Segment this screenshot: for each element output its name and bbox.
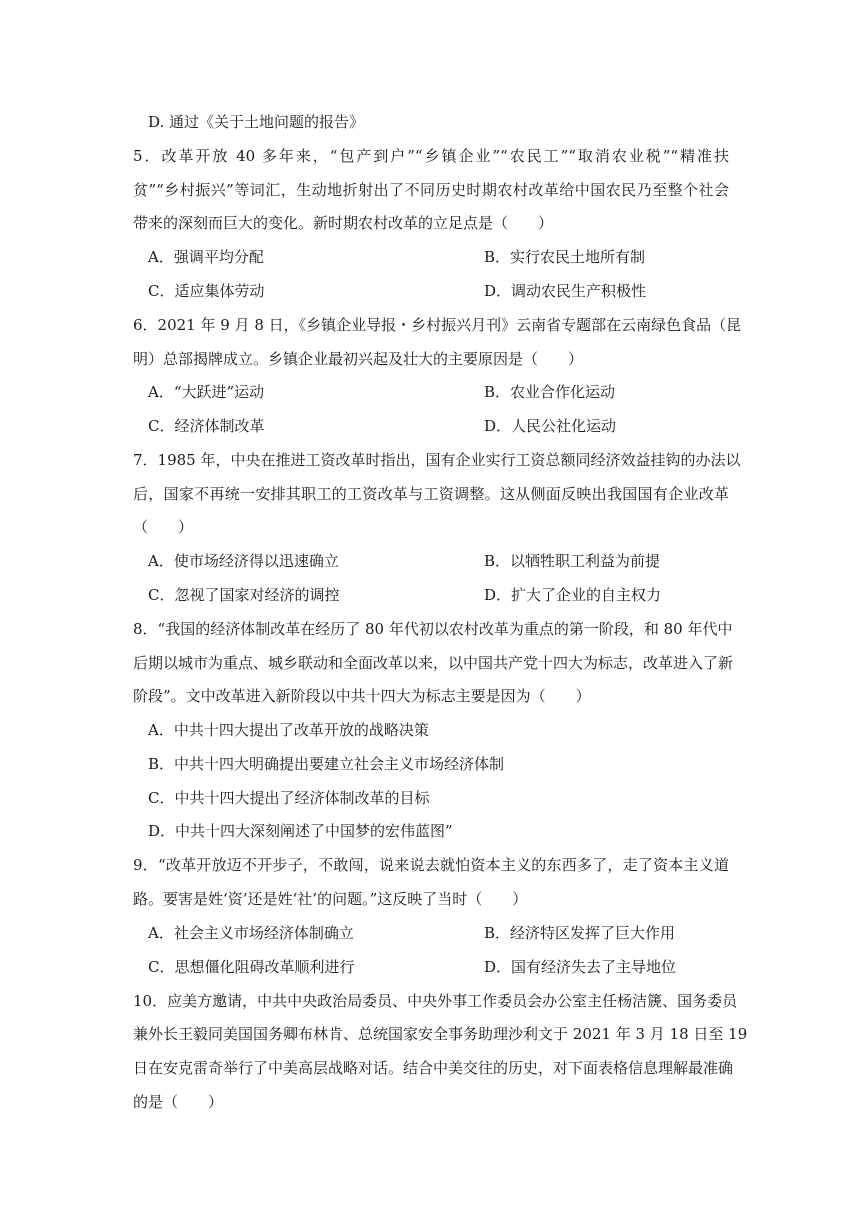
q8-stem-line-2: 后期以城市为重点、城乡联动和全面改革以来，以中国共产党十四大为标志，改革进入了新 (133, 654, 734, 672)
q7-option-d: D．扩大了企业的自主权力 (484, 586, 662, 604)
q7-option-a: A．使市场经济得以迅速确立 (148, 552, 339, 570)
q7-option-c: C．忽视了国家对经济的调控 (148, 586, 340, 604)
q8-option-a: A．中共十四大提出了改革开放的战略决策 (148, 721, 429, 739)
q7-stem-line-3: （ ） (133, 518, 194, 536)
q7-option-b: B．以牺牲职工利益为前提 (484, 552, 661, 570)
q5-stem-line-2: 贫”“乡村振兴”等词汇，生动地折射出了不同历史时期农村改革给中国农民乃至整个社会 (133, 181, 729, 199)
q6-option-c: C．经济体制改革 (148, 417, 265, 435)
q5-stem-line-1: 5．改革开放 40 多年来，“包产到户”“乡镇企业”“农民工”“取消农业税”“精准扶 (133, 147, 729, 165)
q6-option-a: A．“大跃进”运动 (148, 383, 265, 401)
q7-stem-line-1: 7．1985 年，中央在推进工资改革时指出，国有企业实行工资总额同经济效益挂钩的办法以 (133, 451, 741, 469)
q5-option-d: D．调动农民生产积极性 (484, 282, 647, 300)
q10-stem-line-4: 的是（ ） (133, 1093, 224, 1111)
q9-option-d: D．国有经济失去了主导地位 (484, 958, 677, 976)
q5-option-b: B．实行农民土地所有制 (484, 248, 646, 266)
q8-stem-line-1: 8．“我国的经济体制改革在经历了 80 年代初以农村改革为重点的第一阶段，和 80 年代中 (133, 620, 733, 638)
q9-option-c: C．思想僵化阻碍改革顺利进行 (148, 958, 355, 976)
q8-option-d: D．中共十四大深刻阐述了中国梦的宏伟蓝图” (148, 822, 453, 840)
q4-option-d: D. 通过《关于土地问题的报告》 (148, 113, 365, 131)
q6-option-b: B．农业合作化运动 (484, 383, 616, 401)
q5-stem-line-3: 带来的深刻而巨大的变化。新时期农村改革的立足点是（ ） (133, 214, 554, 232)
q9-stem-line-2: 路。要害是姓‘资’还是姓‘社’的问题。”这反映了当时（ ） (133, 890, 528, 908)
q6-option-d: D．人民公社化运动 (484, 417, 617, 435)
q6-stem-line-1: 6．2021 年 9 月 8 日，《乡镇企业导报・乡村振兴月刊》云南省专题部在云南绿色食品（昆 (133, 316, 742, 334)
q8-stem-line-3: 阶段”。文中改革进入新阶段以中共十四大为标志主要是因为（ ） (133, 687, 591, 705)
q5-option-c: C．适应集体劳动 (148, 282, 265, 300)
q10-stem-line-2: 兼外长王毅同美国国务卿布林肯、总统国家安全事务助理沙利文于 2021 年 3 月 18 日至 19 (133, 1025, 748, 1043)
q9-option-b: B．经济特区发挥了巨大作用 (484, 924, 676, 942)
q10-stem-line-1: 10．应美方邀请，中共中央政治局委员、中央外事工作委员会办公室主任杨洁篪、国务委员 (133, 992, 738, 1010)
q9-option-a: A．社会主义市场经济体制确立 (148, 924, 354, 942)
q7-stem-line-2: 后，国家不再统一安排其职工的工资改革与工资调整。这从侧面反映出我国国有企业改革 (133, 485, 729, 503)
q10-stem-line-3: 日在安克雷奇举行了中美高层战略对话。结合中美交往的历史，对下面表格信息理解最准确 (133, 1059, 734, 1077)
q8-option-c: C．中共十四大提出了经济体制改革的目标 (148, 789, 430, 807)
q9-stem-line-1: 9．“改革开放迈不开步子，不敢闯，说来说去就怕资本主义的东西多了，走了资本主义道 (133, 856, 729, 874)
q8-option-b: B．中共十四大明确提出要建立社会主义市场经济体制 (148, 755, 505, 773)
q6-stem-line-2: 明）总部揭牌成立。乡镇企业最初兴起及壮大的主要原因是（ ） (133, 350, 584, 368)
q5-option-a: A．强调平均分配 (148, 248, 264, 266)
